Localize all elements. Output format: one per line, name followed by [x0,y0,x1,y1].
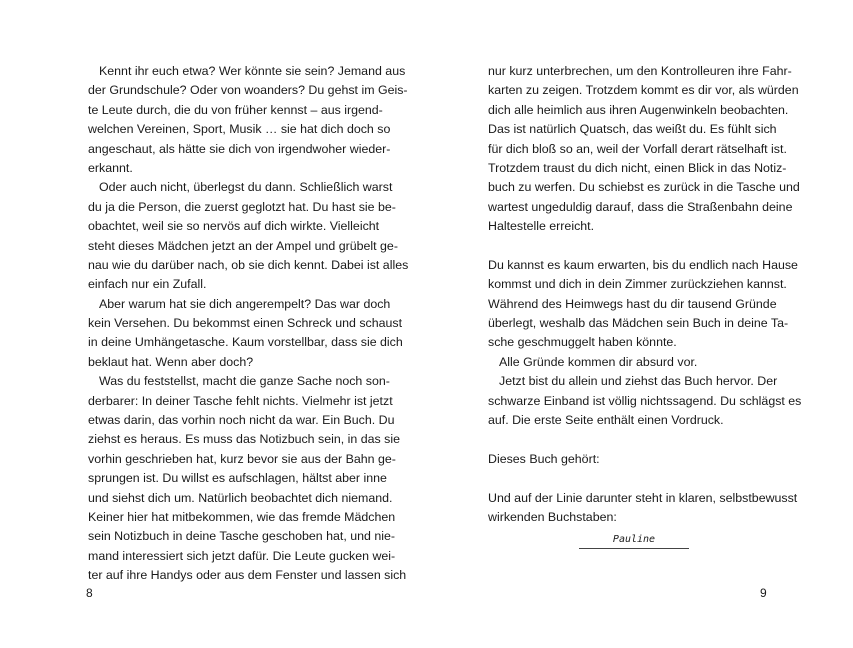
left-page [88,62,409,586]
text-line: Keiner hier hat mitbekommen, wie das fremde Mädchen [88,509,396,524]
text-line: kommst und dich in dein Zimmer zurückziehen kannst. [488,277,787,292]
signature-block [488,527,765,567]
text-line: Alle Gründe kommen dir absurd vor. [499,354,698,369]
text-line: nau wie du darüber nach, ob sie dich kennt. Dabei ist alles [88,257,409,272]
text-line: Und auf der Linie darunter steht in klaren, selbstbewusst [488,490,798,505]
text-line: angeschaut, als hätte sie dich von irgendwoher wieder- [88,141,391,156]
text-line: obachtet, weil sie so nervös auf dich wirkte. Vielleicht [88,219,380,234]
text-line: beklaut hat. Wenn aber doch? [88,354,254,369]
text-line: für dich bloß so an, weil der Vorfall derart rätselhaft ist. [488,141,787,156]
paragraph-gap [488,469,765,488]
text-line: Oder auch nicht, überlegst du dann. Schließlich warst [99,180,393,195]
text-line: einfach nur ein Zufall. [88,277,207,292]
text-line: und siehst dich um. Natürlich beobachtet dich niemand. [88,490,393,505]
text-line: wartest ungeduldig darauf, dass die Straßenbahn deine [488,199,793,214]
right-page [488,62,802,567]
text-line: kein Versehen. Du bekommst einen Schreck und schaust [88,316,403,331]
text-line: Haltestelle erreicht. [488,219,595,234]
text-line: überlegt, weshalb das Mädchen sein Buch in deine Ta- [488,316,789,331]
text-line: erkannt. [88,160,133,175]
text-line: vorhin geschrieben hat, kurz bevor sie aus der Bahn ge- [88,451,396,466]
text-line: sprungen ist. Du willst es aufschlagen, hältst aber inne [88,471,387,486]
text-line: buch zu werfen. Du schiebst es zurück in die Tasche und [488,180,800,195]
text-line: steht dieses Mädchen jetzt an der Ampel und grübelt ge- [88,238,398,253]
text-line: te Leute durch, die du von früher kennst – aus irgend- [88,102,383,117]
text-line: du ja die Person, die zuerst geglotzt hat. Du hast sie be- [88,199,396,214]
page-number-right: 9 [760,586,767,600]
text-line: Aber warum hat sie dich angerempelt? Das war doch [99,296,391,311]
text-line: schwarze Einband ist völlig nichtssagend. Du schlägst es [488,393,802,408]
handwritten-name: Pauline [579,533,689,549]
page-number-left: 8 [86,586,93,600]
text-line: karten zu zeigen. Trotzdem kommt es dir vor, als würden [488,83,799,98]
text-line: Trotzdem traust du dich nicht, einen Blick in das Notiz- [488,160,787,175]
text-line: Jetzt bist du allein und ziehst das Buch hervor. Der [499,374,778,389]
text-line: sein Notizbuch in deine Tasche geschoben hat, und nie- [88,529,395,544]
text-line: Während des Heimwegs hast du dir tausend Gründe [488,296,777,311]
text-line: Was du feststellst, macht die ganze Sache noch son- [99,374,390,389]
text-line: dich alle heimlich aus ihren Augenwinkeln beobachten. [488,102,789,117]
text-line: etwas darin, das vorhin noch nicht da war. Ein Buch. Du [88,413,395,428]
text-line: auf. Die erste Seite enthält einen Vordruck. [488,413,724,428]
text-line: welchen Vereinen, Sport, Musik … sie hat dich doch so [88,122,391,137]
text-line: Dieses Buch gehört: [488,451,600,466]
text-line: nur kurz unterbrechen, um den Kontrolleuren ihre Fahr- [488,64,792,78]
text-line: ziehst es heraus. Es muss das Notizbuch sein, in das sie [88,432,400,447]
paragraph-gap [488,237,765,256]
text-line: in deine Umhängetasche. Kaum vorstellbar, dass sie dich [88,335,403,350]
text-line: der Grundschule? Oder von woanders? Du gehst im Geis- [88,83,408,98]
paragraph-gap [488,430,765,449]
text-line: wirkenden Buchstaben: [488,509,617,524]
text-line: mand interessiert sich jetzt dafür. Die Leute gucken wei- [88,548,396,563]
text-line: Kennt ihr euch etwa? Wer könnte sie sein? Jemand aus [99,64,406,78]
text-line: ter auf ihre Handys oder aus dem Fenster und lassen sich [88,568,407,583]
text-line: derbarer: In deiner Tasche fehlt nichts. Vielmehr ist jetzt [88,393,393,408]
text-line: sche geschmuggelt haben könnte. [488,335,677,350]
text-line: Das ist natürlich Quatsch, das weißt du. Es fühlt sich [488,122,777,137]
text-line: Du kannst es kaum erwarten, bis du endlich nach Hause [488,257,798,272]
